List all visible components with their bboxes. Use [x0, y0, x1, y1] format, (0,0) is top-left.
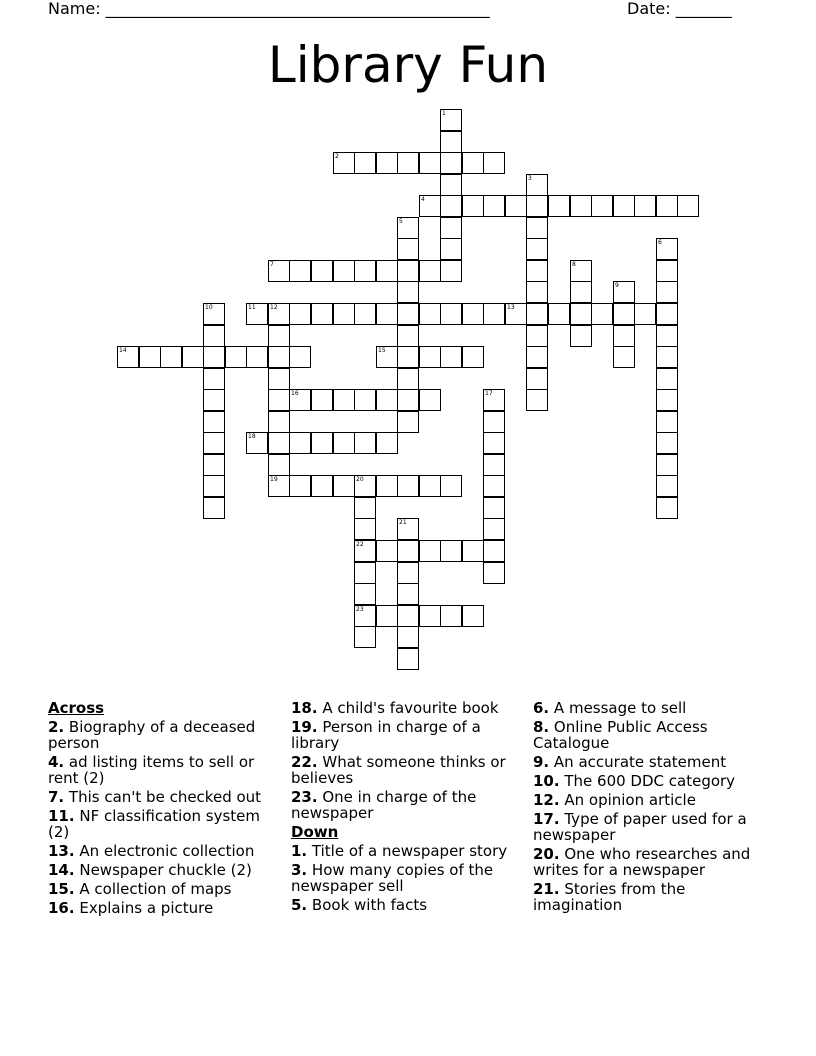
clue-number: 17. — [533, 810, 560, 828]
crossword-cell[interactable] — [203, 475, 225, 497]
cell-number: 7 — [270, 261, 274, 268]
crossword-cell[interactable] — [419, 195, 441, 217]
crossword-cell[interactable] — [333, 152, 355, 174]
crossword-cell[interactable] — [397, 238, 419, 260]
across-clue — [48, 754, 284, 786]
crossword-cell[interactable] — [526, 389, 548, 411]
cell-number: 14 — [119, 347, 127, 354]
crossword-cell[interactable] — [397, 518, 419, 540]
crossword-cell[interactable] — [246, 432, 268, 454]
crossword-cell[interactable] — [268, 260, 290, 282]
crossword-cell[interactable] — [656, 454, 678, 476]
cell-number: 2 — [335, 153, 339, 160]
clue-text: Explains a picture — [79, 899, 214, 917]
cell-number: 15 — [378, 347, 386, 354]
down-clue — [533, 754, 769, 770]
cell-number: 12 — [270, 304, 278, 311]
across-clue — [48, 789, 284, 805]
crossword-cell[interactable] — [203, 454, 225, 476]
cell-number: 22 — [356, 541, 364, 548]
clue-text: One who researches and writes for a newspaper — [533, 845, 751, 879]
crossword-cell[interactable] — [397, 540, 419, 562]
crossword-cell[interactable] — [656, 432, 678, 454]
crossword-cell[interactable] — [225, 346, 247, 368]
across-clue — [291, 789, 527, 821]
crossword-cell[interactable] — [203, 497, 225, 519]
down-clue — [533, 846, 769, 878]
crossword-cell[interactable] — [677, 195, 699, 217]
clue-text: One in charge of the newspaper — [291, 788, 477, 822]
crossword-cell[interactable] — [333, 260, 355, 282]
crossword-cell[interactable] — [397, 648, 419, 670]
down-clue — [291, 862, 527, 894]
crossword-cell[interactable] — [462, 605, 484, 627]
crossword-cell[interactable] — [376, 260, 398, 282]
clue-text: This can't be checked out — [68, 788, 262, 806]
crossword-cell[interactable] — [440, 605, 462, 627]
crossword-cell[interactable] — [526, 260, 548, 282]
crossword-cell[interactable] — [483, 411, 505, 433]
crossword-cell[interactable] — [483, 432, 505, 454]
crossword-cell[interactable] — [268, 389, 290, 411]
date-label: Date: — [627, 0, 671, 18]
crossword-cell[interactable] — [419, 260, 441, 282]
crossword-cell[interactable] — [483, 475, 505, 497]
crossword-cell[interactable] — [570, 260, 592, 282]
crossword-cell[interactable] — [397, 626, 419, 648]
crossword-cell[interactable] — [526, 195, 548, 217]
clue-number: 15. — [48, 880, 75, 898]
clue-number: 3. — [291, 861, 308, 879]
crossword-cell[interactable] — [397, 562, 419, 584]
crossword-cell[interactable] — [289, 432, 311, 454]
clue-text: Title of a newspaper story — [311, 842, 508, 860]
clue-text: Newspaper chuckle (2) — [79, 861, 252, 879]
crossword-cell[interactable] — [548, 303, 570, 325]
crossword-cell[interactable] — [397, 325, 419, 347]
cell-number: 1 — [442, 110, 446, 117]
crossword-cell[interactable] — [289, 260, 311, 282]
crossword-cell[interactable] — [268, 475, 290, 497]
name-line: ________________________________________________ — [105, 0, 490, 18]
crossword-cell[interactable] — [203, 389, 225, 411]
crossword-cell[interactable] — [656, 325, 678, 347]
crossword-cell[interactable] — [203, 368, 225, 390]
clue-text: NF classification system (2) — [48, 807, 260, 841]
crossword-cell[interactable] — [397, 260, 419, 282]
crossword-cell[interactable] — [526, 368, 548, 390]
clue-text: Online Public Access Catalogue — [533, 718, 708, 752]
crossword-cell[interactable] — [591, 303, 613, 325]
clue-text: A collection of maps — [79, 880, 232, 898]
down-clue — [533, 792, 769, 808]
crossword-cell[interactable] — [268, 325, 290, 347]
crossword-cell[interactable] — [354, 518, 376, 540]
clue-text: Biography of a deceased person — [48, 718, 256, 752]
crossword-cell[interactable] — [526, 174, 548, 196]
crossword-cell[interactable] — [354, 303, 376, 325]
crossword-cell[interactable] — [246, 346, 268, 368]
crossword-cell[interactable] — [397, 281, 419, 303]
crossword-cell[interactable] — [376, 303, 398, 325]
crossword-cell[interactable] — [440, 195, 462, 217]
across-heading: Across — [48, 699, 105, 717]
cell-number: 16 — [291, 390, 299, 397]
date-line: _______ — [675, 0, 732, 18]
crossword-cell[interactable] — [160, 346, 182, 368]
crossword-cell[interactable] — [656, 411, 678, 433]
clue-text: A message to sell — [553, 699, 687, 717]
clue-number: 14. — [48, 861, 75, 879]
clue-text: Stories from the imagination — [533, 880, 686, 914]
crossword-cell[interactable] — [333, 389, 355, 411]
crossword-cell[interactable] — [440, 152, 462, 174]
crossword-cell[interactable] — [526, 281, 548, 303]
crossword-cell[interactable] — [139, 346, 161, 368]
crossword-cell[interactable] — [656, 281, 678, 303]
clue-text: The 600 DDC category — [564, 772, 736, 790]
cell-number: 4 — [421, 196, 425, 203]
crossword-cell[interactable] — [570, 325, 592, 347]
clue-number: 2. — [48, 718, 65, 736]
across-clue — [291, 754, 527, 786]
crossword-cell[interactable] — [419, 152, 441, 174]
crossword-cell[interactable] — [376, 432, 398, 454]
crossword-cell[interactable] — [419, 475, 441, 497]
clues-column-2 — [291, 700, 527, 916]
crossword-cell[interactable] — [656, 303, 678, 325]
crossword-cell[interactable] — [203, 346, 225, 368]
cell-number: 18 — [248, 433, 256, 440]
crossword-cell[interactable] — [526, 325, 548, 347]
clue-text: ad listing items to sell or rent (2) — [48, 753, 255, 787]
clue-text: How many copies of the newspaper sell — [291, 861, 494, 895]
across-clue — [48, 808, 284, 840]
crossword-cell[interactable] — [656, 497, 678, 519]
clue-text: What someone thinks or believes — [291, 753, 506, 787]
crossword-cell[interactable] — [505, 195, 527, 217]
cell-number: 5 — [399, 218, 403, 225]
crossword-cell[interactable] — [483, 152, 505, 174]
crossword-cell[interactable] — [117, 346, 139, 368]
clue-number: 9. — [533, 753, 550, 771]
crossword-cell[interactable] — [354, 260, 376, 282]
crossword-cell[interactable] — [483, 195, 505, 217]
crossword-cell[interactable] — [354, 497, 376, 519]
crossword-cell[interactable] — [462, 346, 484, 368]
clue-number: 10. — [533, 772, 560, 790]
crossword-cell[interactable] — [311, 260, 333, 282]
crossword-cell[interactable] — [397, 152, 419, 174]
crossword-cell[interactable] — [397, 605, 419, 627]
cell-number: 20 — [356, 476, 364, 483]
crossword-cell[interactable] — [656, 260, 678, 282]
crossword-cell[interactable] — [440, 475, 462, 497]
across-clue — [48, 862, 284, 878]
down-clue — [291, 897, 527, 913]
crossword-cell[interactable] — [376, 389, 398, 411]
crossword-cell[interactable] — [354, 432, 376, 454]
crossword-cell[interactable] — [246, 303, 268, 325]
crossword-cell[interactable] — [289, 346, 311, 368]
down-clue — [533, 700, 769, 716]
crossword-cell[interactable] — [376, 540, 398, 562]
crossword-cell[interactable] — [419, 346, 441, 368]
crossword-cell[interactable] — [268, 368, 290, 390]
clue-number: 4. — [48, 753, 65, 771]
name-label: Name: — [48, 0, 101, 18]
cell-number: 19 — [270, 476, 278, 483]
crossword-cell[interactable] — [354, 540, 376, 562]
crossword-cell[interactable] — [462, 195, 484, 217]
crossword-cell[interactable] — [333, 303, 355, 325]
crossword-cell[interactable] — [440, 109, 462, 131]
crossword-cell[interactable] — [333, 432, 355, 454]
crossword-cell[interactable] — [354, 475, 376, 497]
crossword-cell[interactable] — [376, 346, 398, 368]
clue-number: 6. — [533, 699, 550, 717]
crossword-cell[interactable] — [182, 346, 204, 368]
clues-column-1 — [48, 700, 284, 919]
crossword-cell[interactable] — [483, 540, 505, 562]
crossword-cell[interactable] — [419, 540, 441, 562]
cell-number: 23 — [356, 606, 364, 613]
clue-number: 20. — [533, 845, 560, 863]
crossword-cell[interactable] — [462, 540, 484, 562]
crossword-cell[interactable] — [440, 540, 462, 562]
cell-number: 3 — [528, 175, 532, 182]
clue-text: An accurate statement — [553, 753, 727, 771]
across-clue — [48, 843, 284, 859]
crossword-cell[interactable] — [656, 389, 678, 411]
across-clue — [48, 881, 284, 897]
clue-number: 22. — [291, 753, 318, 771]
crossword-cell[interactable] — [203, 303, 225, 325]
crossword-cell[interactable] — [311, 475, 333, 497]
across-clue — [48, 719, 284, 751]
down-clue — [533, 719, 769, 751]
crossword-cell[interactable] — [548, 195, 570, 217]
crossword-cell[interactable] — [268, 454, 290, 476]
down-clue — [533, 773, 769, 789]
crossword-cell[interactable] — [613, 346, 635, 368]
clue-text: An opinion article — [564, 791, 696, 809]
down-clue — [533, 811, 769, 843]
clue-text: Person in charge of a library — [291, 718, 481, 752]
crossword-cell[interactable] — [483, 389, 505, 411]
crossword-cell[interactable] — [656, 368, 678, 390]
crossword-cell[interactable] — [483, 454, 505, 476]
crossword-cell[interactable] — [440, 260, 462, 282]
cell-number: 8 — [572, 261, 576, 268]
crossword-cell[interactable] — [397, 346, 419, 368]
down-heading: Down — [291, 823, 339, 841]
crossword-cell[interactable] — [483, 562, 505, 584]
crossword-cell[interactable] — [656, 238, 678, 260]
crossword-cell[interactable] — [376, 152, 398, 174]
crossword-cell[interactable] — [333, 475, 355, 497]
crossword-cell[interactable] — [376, 475, 398, 497]
crossword-cell[interactable] — [419, 389, 441, 411]
crossword-cell[interactable] — [311, 432, 333, 454]
crossword-cell[interactable] — [634, 303, 656, 325]
crossword-cell[interactable] — [354, 605, 376, 627]
crossword-cell[interactable] — [203, 411, 225, 433]
crossword-cell[interactable] — [483, 303, 505, 325]
crossword-cell[interactable] — [440, 174, 462, 196]
clue-number: 19. — [291, 718, 318, 736]
cell-number: 11 — [248, 304, 256, 311]
crossword-cell[interactable] — [656, 475, 678, 497]
clue-number: 16. — [48, 899, 75, 917]
crossword-cell[interactable] — [440, 217, 462, 239]
clue-number: 7. — [48, 788, 65, 806]
crossword-cell[interactable] — [397, 368, 419, 390]
clue-number: 18. — [291, 699, 318, 717]
crossword-cell[interactable] — [268, 432, 290, 454]
crossword-cell[interactable] — [354, 583, 376, 605]
cell-number: 9 — [615, 282, 619, 289]
crossword-cell[interactable] — [440, 346, 462, 368]
crossword-cell[interactable] — [311, 389, 333, 411]
crossword-cell[interactable] — [526, 303, 548, 325]
crossword-cell[interactable] — [289, 303, 311, 325]
crossword-cell[interactable] — [440, 131, 462, 153]
clue-number: 23. — [291, 788, 318, 806]
cell-number: 21 — [399, 519, 407, 526]
crossword-cell[interactable] — [526, 238, 548, 260]
crossword-cell[interactable] — [526, 346, 548, 368]
crossword-cell[interactable] — [289, 475, 311, 497]
across-clue — [291, 719, 527, 751]
crossword-cell[interactable] — [268, 303, 290, 325]
crossword-cell[interactable] — [311, 303, 333, 325]
crossword-cell[interactable] — [440, 238, 462, 260]
across-clue — [48, 900, 284, 916]
clue-number: 1. — [291, 842, 308, 860]
clue-number: 8. — [533, 718, 550, 736]
cell-number: 6 — [658, 239, 662, 246]
clue-text: Type of paper used for a newspaper — [533, 810, 747, 844]
crossword-cell[interactable] — [354, 562, 376, 584]
clue-text: Book with facts — [311, 896, 428, 914]
crossword-cell[interactable] — [289, 389, 311, 411]
crossword-cell[interactable] — [268, 411, 290, 433]
crossword-cell[interactable] — [419, 605, 441, 627]
crossword-cell[interactable] — [613, 303, 635, 325]
crossword-cell[interactable] — [634, 195, 656, 217]
crossword-cell[interactable] — [203, 432, 225, 454]
crossword-cell[interactable] — [613, 325, 635, 347]
crossword-cell[interactable] — [397, 389, 419, 411]
crossword-cell[interactable] — [397, 303, 419, 325]
down-clue — [291, 843, 527, 859]
crossword-cell[interactable] — [613, 195, 635, 217]
cell-number: 17 — [485, 390, 493, 397]
down-clue — [533, 881, 769, 913]
clue-number: 11. — [48, 807, 75, 825]
clue-number: 21. — [533, 880, 560, 898]
crossword-cell[interactable] — [462, 303, 484, 325]
crossword-cell[interactable] — [354, 626, 376, 648]
clue-text: An electronic collection — [79, 842, 255, 860]
cell-number: 10 — [205, 304, 213, 311]
crossword-cell[interactable] — [483, 518, 505, 540]
crossword-cell[interactable] — [397, 411, 419, 433]
clue-number: 5. — [291, 896, 308, 914]
crossword-cell[interactable] — [440, 303, 462, 325]
crossword-cell[interactable] — [591, 195, 613, 217]
crossword-cell[interactable] — [268, 346, 290, 368]
clue-text: A child's favourite book — [322, 699, 499, 717]
crossword-cell[interactable] — [354, 152, 376, 174]
crossword-cell[interactable] — [656, 346, 678, 368]
puzzle-title: Library Fun — [267, 36, 549, 94]
crossword-cell[interactable] — [613, 281, 635, 303]
crossword-cell[interactable] — [526, 217, 548, 239]
crossword-cell[interactable] — [397, 217, 419, 239]
clues-column-3 — [533, 700, 769, 916]
crossword-cell[interactable] — [483, 497, 505, 519]
crossword-cell[interactable] — [419, 303, 441, 325]
crossword-cell[interactable] — [203, 325, 225, 347]
across-clue — [291, 700, 527, 716]
crossword-cell[interactable] — [397, 475, 419, 497]
crossword-cell[interactable] — [354, 389, 376, 411]
cell-number: 13 — [507, 304, 515, 311]
crossword-cell[interactable] — [376, 605, 398, 627]
crossword-cell[interactable] — [570, 303, 592, 325]
crossword-cell[interactable] — [570, 281, 592, 303]
clue-number: 13. — [48, 842, 75, 860]
crossword-cell[interactable] — [505, 303, 527, 325]
clue-number: 12. — [533, 791, 560, 809]
crossword-cell[interactable] — [656, 195, 678, 217]
crossword-cell[interactable] — [570, 195, 592, 217]
crossword-cell[interactable] — [397, 583, 419, 605]
crossword-cell[interactable] — [462, 152, 484, 174]
